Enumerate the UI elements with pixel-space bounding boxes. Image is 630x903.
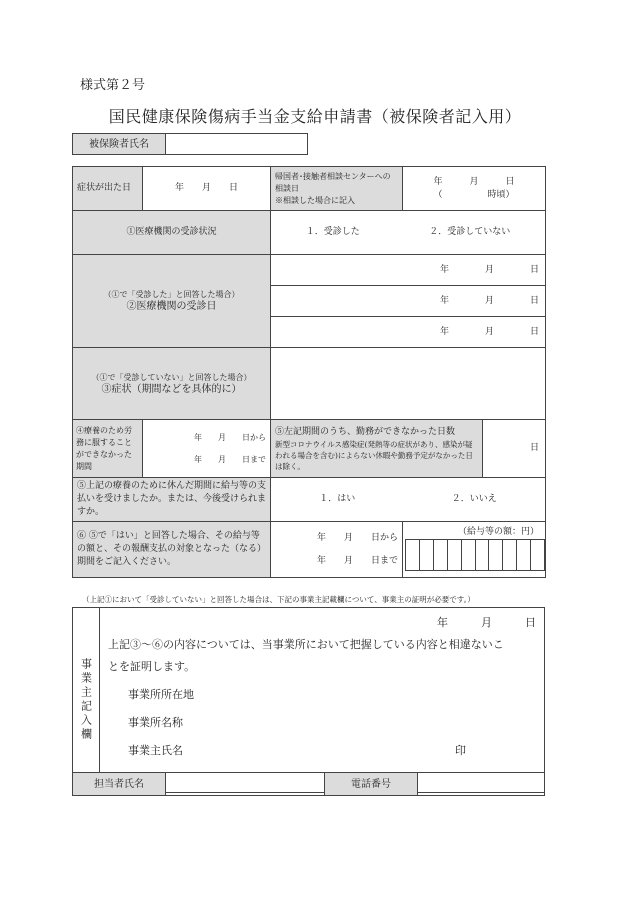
q3-symptoms-field[interactable] xyxy=(271,348,546,420)
q1-option-no[interactable]: ２．受診していない xyxy=(429,227,511,237)
form-number: 様式第２号 xyxy=(80,78,146,93)
amount-digit-box[interactable] xyxy=(502,539,516,571)
q3-label xyxy=(73,348,271,420)
q6-amount-boxes xyxy=(405,539,545,571)
onset-date-field[interactable]: 年 月 日 xyxy=(143,167,271,211)
insured-name-table xyxy=(72,133,308,155)
page-title: 国民健康保険傷病手当金支給申請書（被保険者記入用） xyxy=(108,107,522,126)
amount-digit-box[interactable] xyxy=(461,539,475,571)
q6-label: ⑥ ⑤で「はい」と回答した場合、その給与等の額と、その報酬支払の対象となった（なる）期間をご記入ください。 xyxy=(73,522,271,578)
consult-date: 年 月 日 xyxy=(433,176,515,187)
q5-days-field[interactable] xyxy=(483,420,546,478)
q3-row xyxy=(73,348,546,420)
onset-row xyxy=(73,167,546,211)
q6-to: 年 月 日まで xyxy=(316,555,398,566)
q4-to: 年 月 日まで xyxy=(194,454,266,464)
q1-row xyxy=(73,211,546,255)
phone-label: 電話番号 xyxy=(325,773,418,796)
q2-date-field-1[interactable] xyxy=(271,255,546,286)
amount-digit-box[interactable] xyxy=(433,539,447,571)
amount-digit-box[interactable] xyxy=(475,539,489,571)
consult-label-note: ※相談した場合に記入 xyxy=(275,195,355,205)
consult-time: （ 時頃） xyxy=(433,189,515,200)
q5-options xyxy=(271,478,546,522)
consult-label xyxy=(271,167,403,211)
q5-option-no[interactable]: ２．いいえ xyxy=(451,494,497,504)
q4-label: ④療養のため労務に服することができなかった期間 xyxy=(73,420,143,478)
employer-date: 年 月 日 xyxy=(437,616,536,629)
employer-owner-label: 事業主氏名 xyxy=(128,744,183,757)
employer-table xyxy=(72,607,545,793)
employer-note: （上記①において「受診していない」と回答した場合は、下記の事業主記載欄について、事業主の証明が必要です。） xyxy=(82,595,475,604)
q2-date-2: 年 月 日 xyxy=(440,295,540,306)
q2-label-condition: （①で「受診した」と回答した場合） xyxy=(103,290,240,299)
employer-owner-row xyxy=(108,740,536,762)
q1-label: ①医療機関の受診状況 xyxy=(73,211,271,255)
q4-row xyxy=(73,420,546,478)
employer-name-label: 事業所名称 xyxy=(128,716,183,729)
insured-name-field[interactable] xyxy=(166,134,308,155)
q3-label-condition: （①で「受診していない」と回答した場合） xyxy=(91,372,252,382)
amount-digit-box[interactable] xyxy=(530,539,545,571)
q1-options xyxy=(271,211,546,255)
q6-amount-label: （給与等の額：円） xyxy=(458,527,540,537)
consult-label-main: 帰国者･接触者相談センターへの相談日 xyxy=(275,171,391,193)
q4-from: 年 月 日から xyxy=(194,432,266,442)
q5-days-unit: 日 xyxy=(530,443,540,453)
q5-row xyxy=(73,478,546,522)
amount-digit-box[interactable] xyxy=(419,539,433,571)
contact-label: 担当者氏名 xyxy=(73,773,166,796)
consult-date-field[interactable] xyxy=(403,167,546,211)
q1-option-yes[interactable]: １．受診した xyxy=(305,227,360,237)
onset-label: 症状が出た日 xyxy=(73,167,143,211)
q5-days-label-main: ⑤左記期間のうち、勤務ができなかった日数 xyxy=(275,426,456,437)
insured-name-label: 被保険者氏名 xyxy=(73,134,166,155)
employer-side-label xyxy=(73,608,100,793)
q3-label-main: ③症状（期間などを具体的に） xyxy=(101,383,242,395)
amount-digit-box[interactable] xyxy=(516,539,530,571)
q6-amount-field[interactable] xyxy=(403,522,546,578)
q6-period-field[interactable] xyxy=(271,522,403,578)
q2-label-main: ②医療機関の受診日 xyxy=(126,301,217,312)
q2-date-field-3[interactable] xyxy=(271,317,546,348)
q6-row xyxy=(73,522,546,578)
q2-date-field-2[interactable] xyxy=(271,286,546,317)
amount-digit-box[interactable] xyxy=(405,539,419,571)
phone-field[interactable] xyxy=(418,773,545,796)
amount-digit-box[interactable] xyxy=(488,539,502,571)
q5-option-yes[interactable]: １．はい xyxy=(319,494,356,504)
certify-text-1: 上記③～⑥の内容については、当事業所において把握している内容と相違ないこ xyxy=(108,638,504,651)
q2-row-1 xyxy=(73,255,546,286)
q4-period-field[interactable] xyxy=(143,420,271,478)
q2-date-3: 年 月 日 xyxy=(440,326,540,337)
contact-field[interactable] xyxy=(166,773,325,796)
footer-table xyxy=(72,772,545,796)
amount-digit-box[interactable] xyxy=(447,539,461,571)
q2-label xyxy=(73,255,271,348)
q2-date-1: 年 月 日 xyxy=(440,264,540,275)
employer-content[interactable] xyxy=(100,608,545,793)
q5-days-label-note: 新型コロナウイルス感染症(発熱等の症状があり、感染が疑われる場合を含む)によらない休暇や勤務予定がなかった日は除く。 xyxy=(275,439,473,471)
certify-text-2: とを証明します。 xyxy=(108,660,196,673)
main-form-table xyxy=(72,166,546,578)
q5-label: ⑤上記の療養のために休んだ期間に給与等の支払いを受けましたか。または、今後受けられますか。 xyxy=(73,478,271,522)
q5-days-label xyxy=(271,420,483,478)
employer-address-label: 事業所所在地 xyxy=(128,688,194,701)
employer-side-text: 事業主記入欄 xyxy=(79,658,93,742)
seal-mark: 印 xyxy=(455,744,466,757)
q6-from: 年 月 日から xyxy=(316,532,398,543)
